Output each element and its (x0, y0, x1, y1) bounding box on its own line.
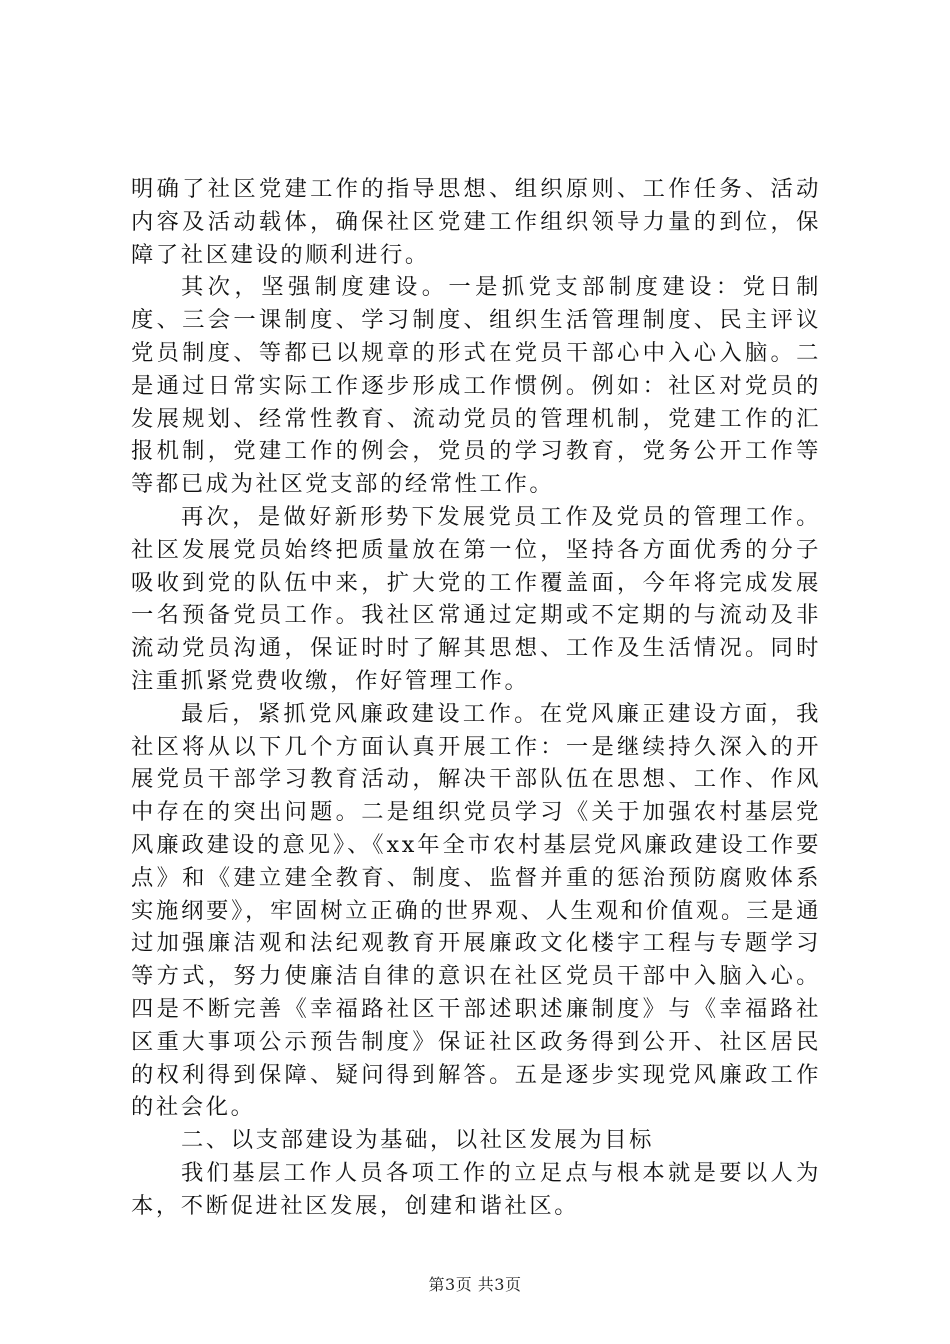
page-footer: 第3页 共3页 (428, 1275, 522, 1294)
paragraph-continuation: 明确了社区党建工作的指导思想、组织原则、工作任务、活动内容及活动载体，确保社区党建工作组织领导力量的到位，保障了社区建设的顺利进行。 (131, 176, 821, 268)
paragraph-people-oriented: 我们基层工作人员各项工作的立足点与根本就是要以人为本，不断促进社区发展，创建和谐社区。 (131, 1159, 821, 1219)
document-body (131, 173, 821, 1223)
paragraph-system-building: 其次，坚强制度建设。一是抓党支部制度建设：党日制度、三会一课制度、学习制度、组织生活管理制度、民主评议党员制度、等都已以规章的形式在党员干部心中入心入脑。二是通过日常实际工作逐步形成工作惯例。例如：社区对党员的发展规划、经常性教育、流动党员的管理机制，党建工作的汇报机制，党建工作的例会，党员的学习教育，党务公开工作等等都已成为社区党支部的经常性工作。 (131, 274, 821, 498)
section-heading: 二、以支部建设为基础，以社区发展为目标 (181, 1127, 655, 1154)
paragraph-integrity-building: 最后，紧抓党风廉政建设工作。在党风廉正建设方面，我社区将从以下几个方面认真开展工作：一是继续持久深入的开展党员干部学习教育活动，解决干部队伍在思想、工作、作风中存在的突出问题。二是组织党员学习《关于加强农村基层党风廉政建设的意见》、《xx年全市农村基层党风廉政建设工作要点》和《建立建全教育、制度、监督并重的惩治预防腐败体系实施纲要》，牢固树立正确的世界观、人生观和价值观。三是通过加强廉洁观和法纪观教育开展廉政文化楼宇工程与专题学习等方式，努力使廉洁自律的意识在社区党员干部中入脑入心。四是不断完善《幸福路社区干部述职述廉制度》与《幸福路社区重大事项公示预告制度》保证社区政务得到公开、社区居民的权利得到保障、疑问得到解答。五是逐步实现党风廉政工作的社会化。 (131, 700, 821, 1121)
paragraph-member-development: 再次，是做好新形势下发展党员工作及党员的管理工作。社区发展党员始终把质量放在第一位，坚持各方面优秀的分子吸收到党的队伍中来，扩大党的工作覆盖面，今年将完成发展一名预备党员工作。我社区常通过定期或不定期的与流动及非流动党员沟通，保证时时了解其思想、工作及生活情况。同时注重抓紧党费收缴，作好管理工作。 (131, 503, 821, 694)
